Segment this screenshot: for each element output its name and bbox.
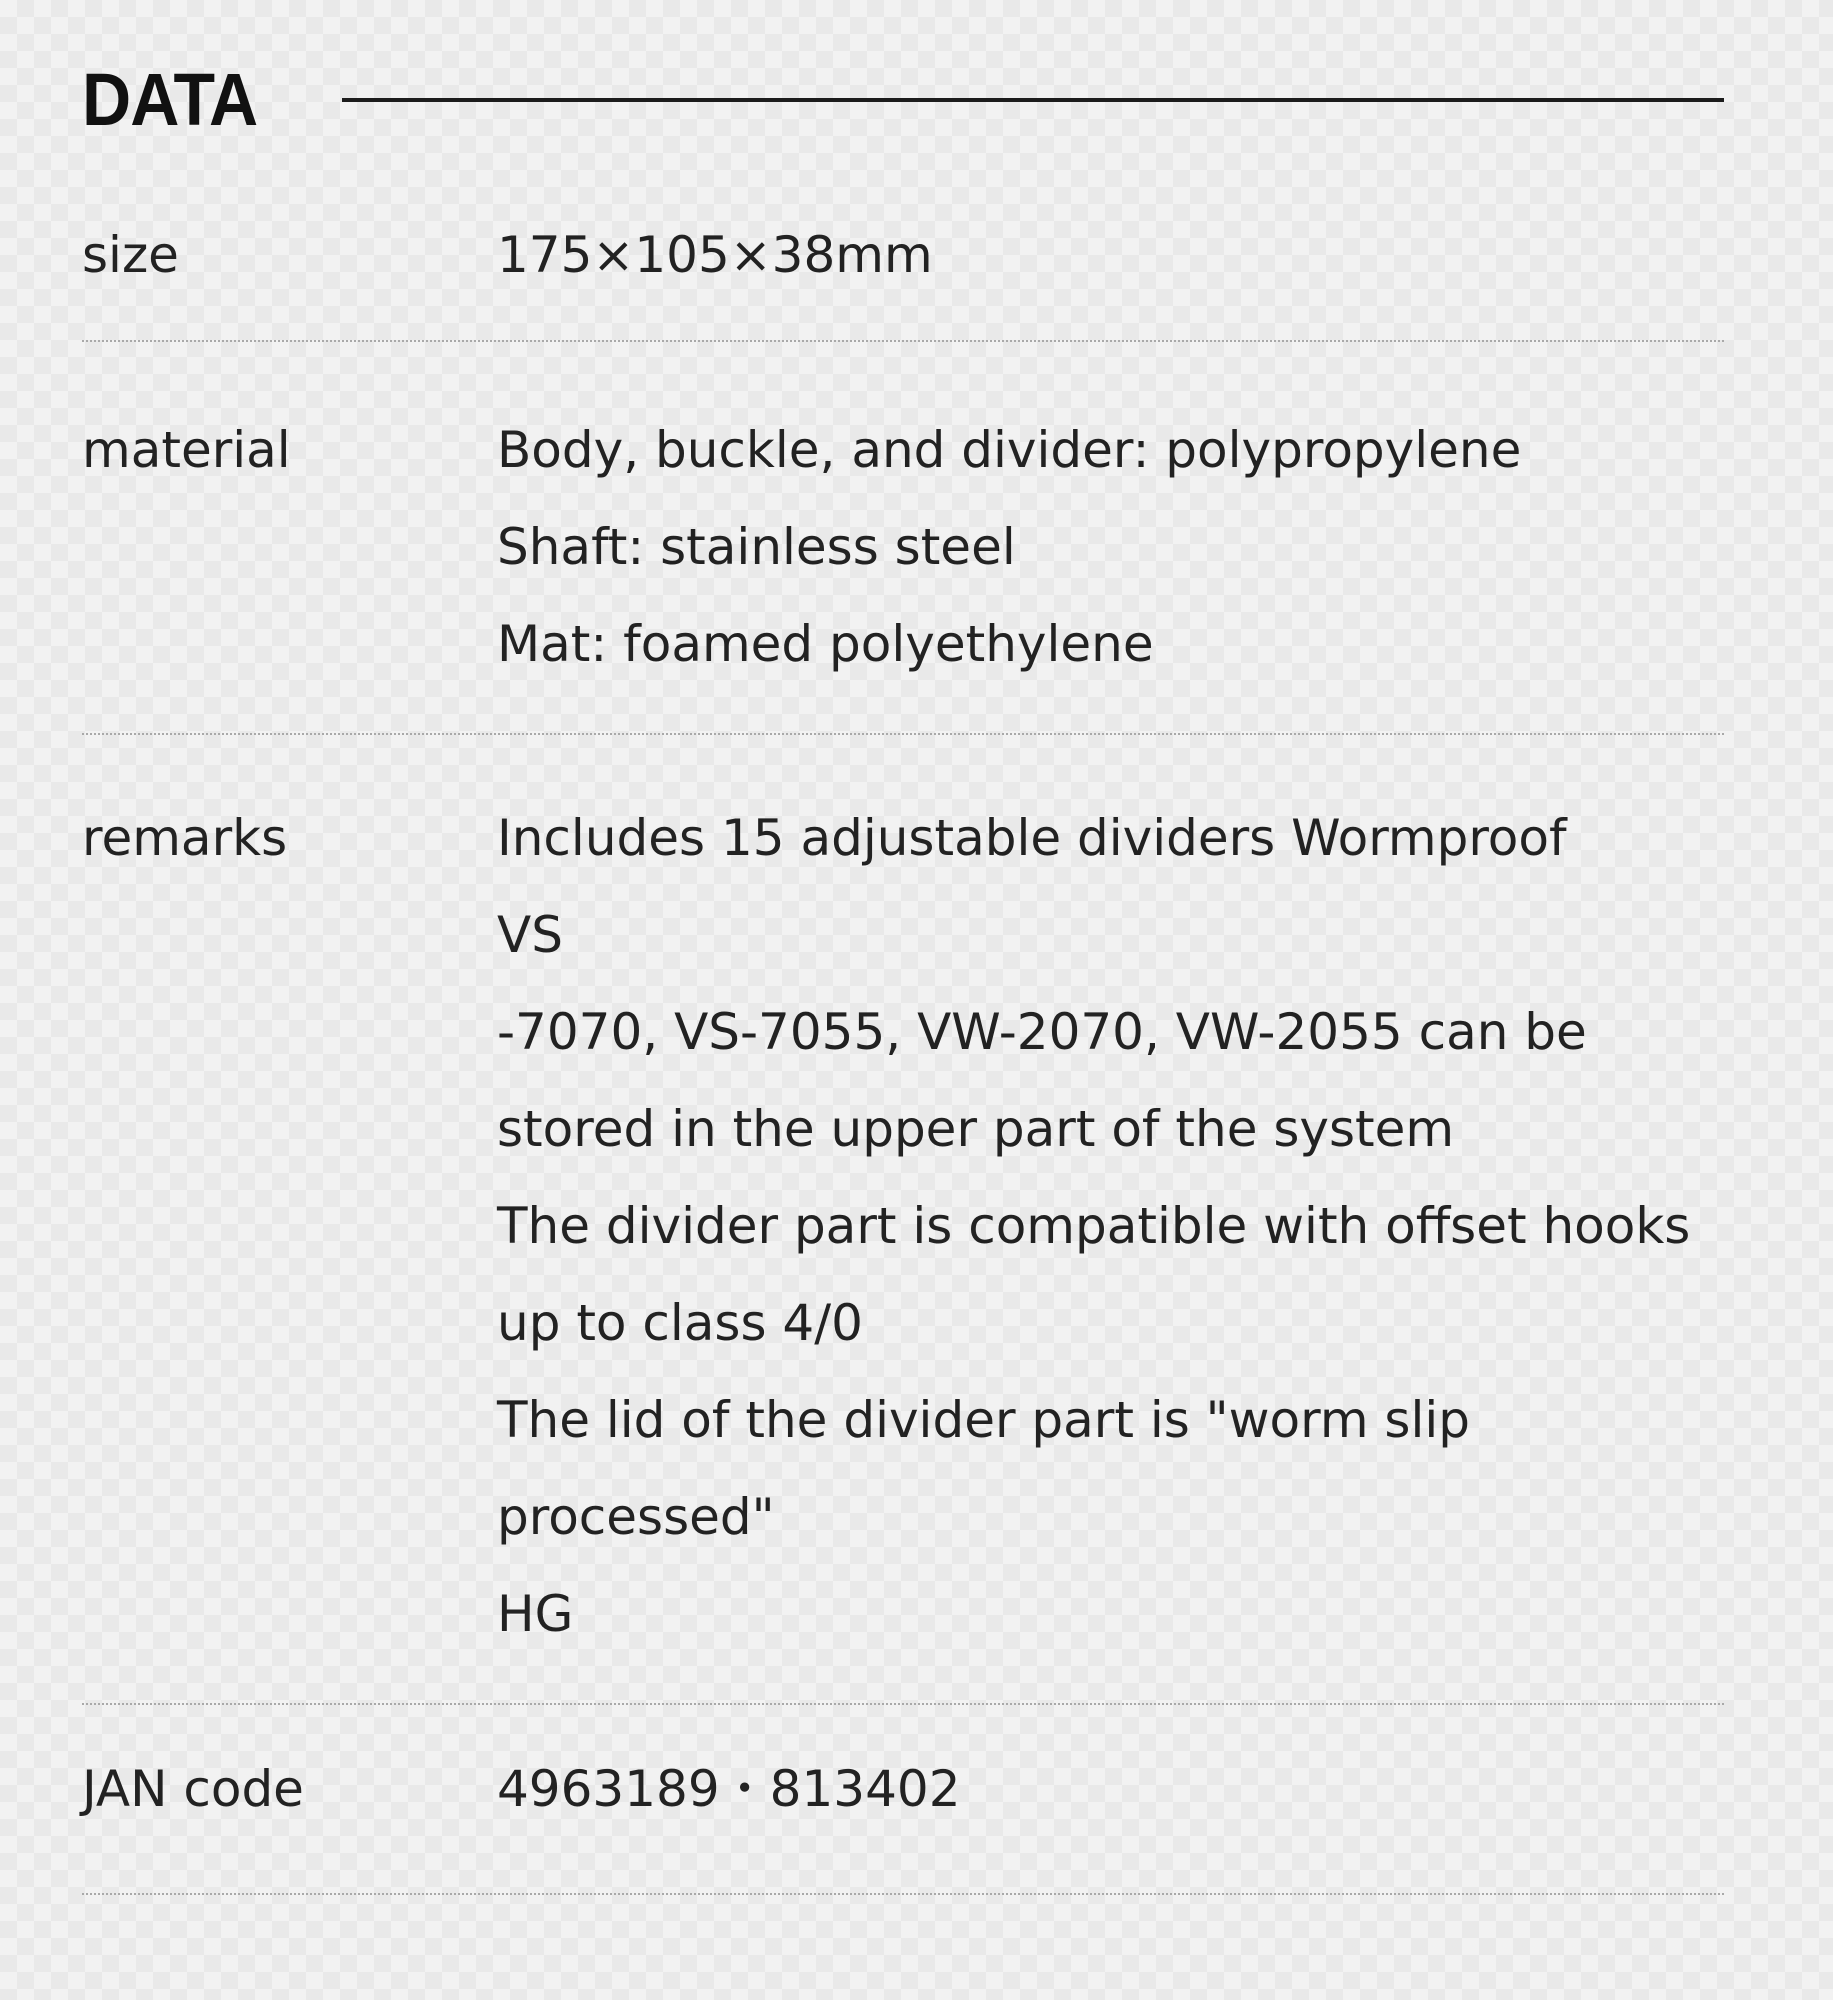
spec-row-remarks xyxy=(82,735,1724,1705)
spec-label-remarks: remarks xyxy=(82,809,288,867)
data-sheet xyxy=(82,60,1724,1895)
spec-value-line: Includes 15 adjustable dividers Wormproof xyxy=(497,809,1567,867)
header-rule xyxy=(342,98,1724,102)
spec-value-line: Mat: foamed polyethylene xyxy=(497,615,1154,673)
spec-value-line: The divider part is compatible with offset hooks xyxy=(497,1197,1691,1255)
spec-value-jan-code xyxy=(497,1745,1724,1833)
spec-value-line: 4963189・813402 xyxy=(497,1760,961,1818)
spec-value-line: Shaft: stainless steel xyxy=(497,518,1016,576)
spec-value-remarks xyxy=(497,790,1724,1663)
spec-row-size xyxy=(82,204,1724,342)
spec-value-material xyxy=(497,402,1724,693)
spec-value-line: processed" xyxy=(497,1488,775,1546)
spec-label-jan-code: JAN code xyxy=(82,1760,304,1818)
spec-value-line: up to class 4/0 xyxy=(497,1294,863,1352)
spec-value-line: The lid of the divider part is "worm slip xyxy=(497,1391,1470,1449)
spec-row-jan-code xyxy=(82,1705,1724,1895)
spec-row-material xyxy=(82,342,1724,735)
spec-label-material: material xyxy=(82,421,291,479)
spec-table xyxy=(82,204,1724,1895)
spec-value-line: VS xyxy=(497,906,563,964)
spec-value-line: stored in the upper part of the system xyxy=(497,1100,1455,1158)
spec-value-size xyxy=(497,218,1724,292)
section-header xyxy=(82,60,1724,140)
spec-value-line: 175×105×38mm xyxy=(497,226,933,284)
spec-value-line: -7070, VS-7055, VW-2070, VW-2055 can be xyxy=(497,1003,1587,1061)
spec-value-line: HG xyxy=(497,1585,574,1643)
section-title: DATA xyxy=(82,58,258,141)
spec-value-line: Body, buckle, and divider: polypropylene xyxy=(497,421,1522,479)
spec-label-size: size xyxy=(82,226,179,284)
